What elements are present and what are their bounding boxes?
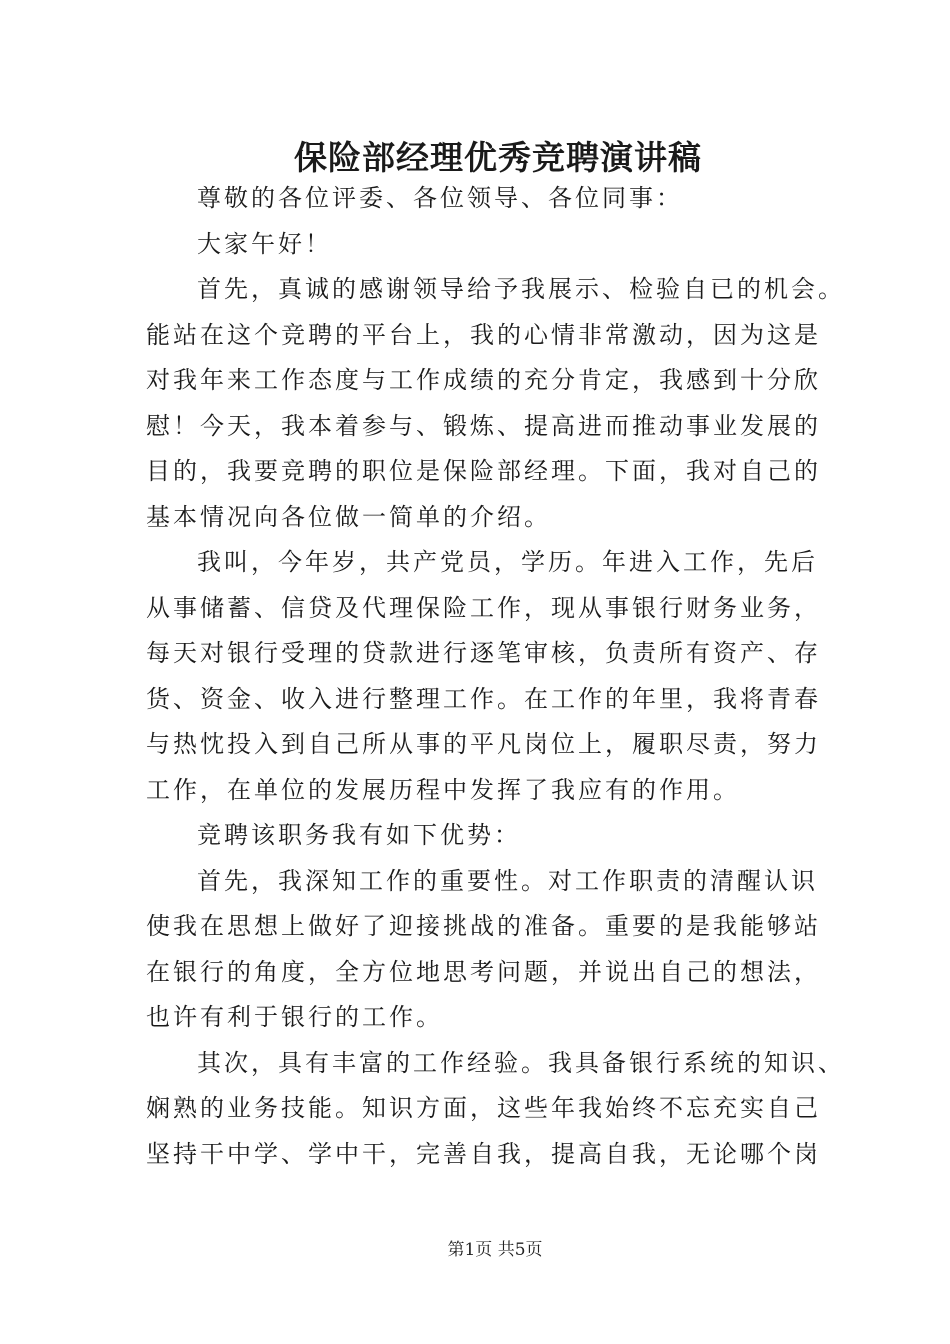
text-line: 其次，具有丰富的工作经验。我具备银行系统的知识、 — [197, 1048, 845, 1077]
text-line: 每天对银行受理的贷款进行逐笔审核，负责所有资产、存 — [146, 639, 821, 667]
text-line: 慰！今天，我本着参与、锻炼、提高进而推动事业发展的 — [146, 411, 821, 440]
text-line: 对我年来工作态度与工作成绩的充分肯定，我感到十分欣 — [146, 366, 821, 394]
text-line: 娴熟的业务技能。知识方面，这些年我始终不忘充实自己 — [146, 1094, 821, 1122]
text-line: 我叫，今年岁，共产党员，学历。年进入工作，先后 — [197, 548, 818, 576]
text-line: 也许有利于银行的工作。 — [146, 1003, 443, 1031]
text-line: 尊敬的各位评委、各位领导、各位同事： — [197, 184, 683, 212]
text-line: 坚持干中学、学中干，完善自我，提高自我，无论哪个岗 — [146, 1139, 821, 1168]
text-line: 使我在思想上做好了迎接挑战的准备。重要的是我能够站 — [146, 912, 821, 940]
text-line: 在银行的角度，全方位地思考问题，并说出自己的想法， — [146, 957, 821, 986]
text-line: 能站在这个竞聘的平台上，我的心情非常激动，因为这是 — [146, 320, 821, 349]
document-body — [146, 176, 845, 1177]
page-footer: 第1页 共5页 — [447, 1240, 543, 1260]
text-line: 货、资金、收入进行整理工作。在工作的年里，我将青春 — [146, 684, 821, 713]
text-line: 与热忱投入到自己所从事的平凡岗位上，履职尽责，努力 — [146, 730, 821, 758]
text-line: 基本情况向各位做一简单的介绍。 — [146, 502, 551, 531]
text-line: 竞聘该职务我有如下优势： — [197, 821, 521, 849]
text-line: 首先，我深知工作的重要性。对工作职责的清醒认识 — [197, 866, 818, 895]
text-line: 目的，我要竞聘的职位是保险部经理。下面，我对自己的 — [146, 457, 821, 485]
document-title: 保险部经理优秀竞聘演讲稿 — [294, 138, 702, 177]
text-line: 首先，真诚的感谢领导给予我展示、检验自已的机会。 — [197, 275, 845, 303]
text-line: 大家午好！ — [197, 229, 332, 258]
text-line: 从事储蓄、信贷及代理保险工作，现从事银行财务业务， — [146, 593, 821, 622]
text-line: 工作，在单位的发展历程中发挥了我应有的作用。 — [146, 775, 740, 804]
